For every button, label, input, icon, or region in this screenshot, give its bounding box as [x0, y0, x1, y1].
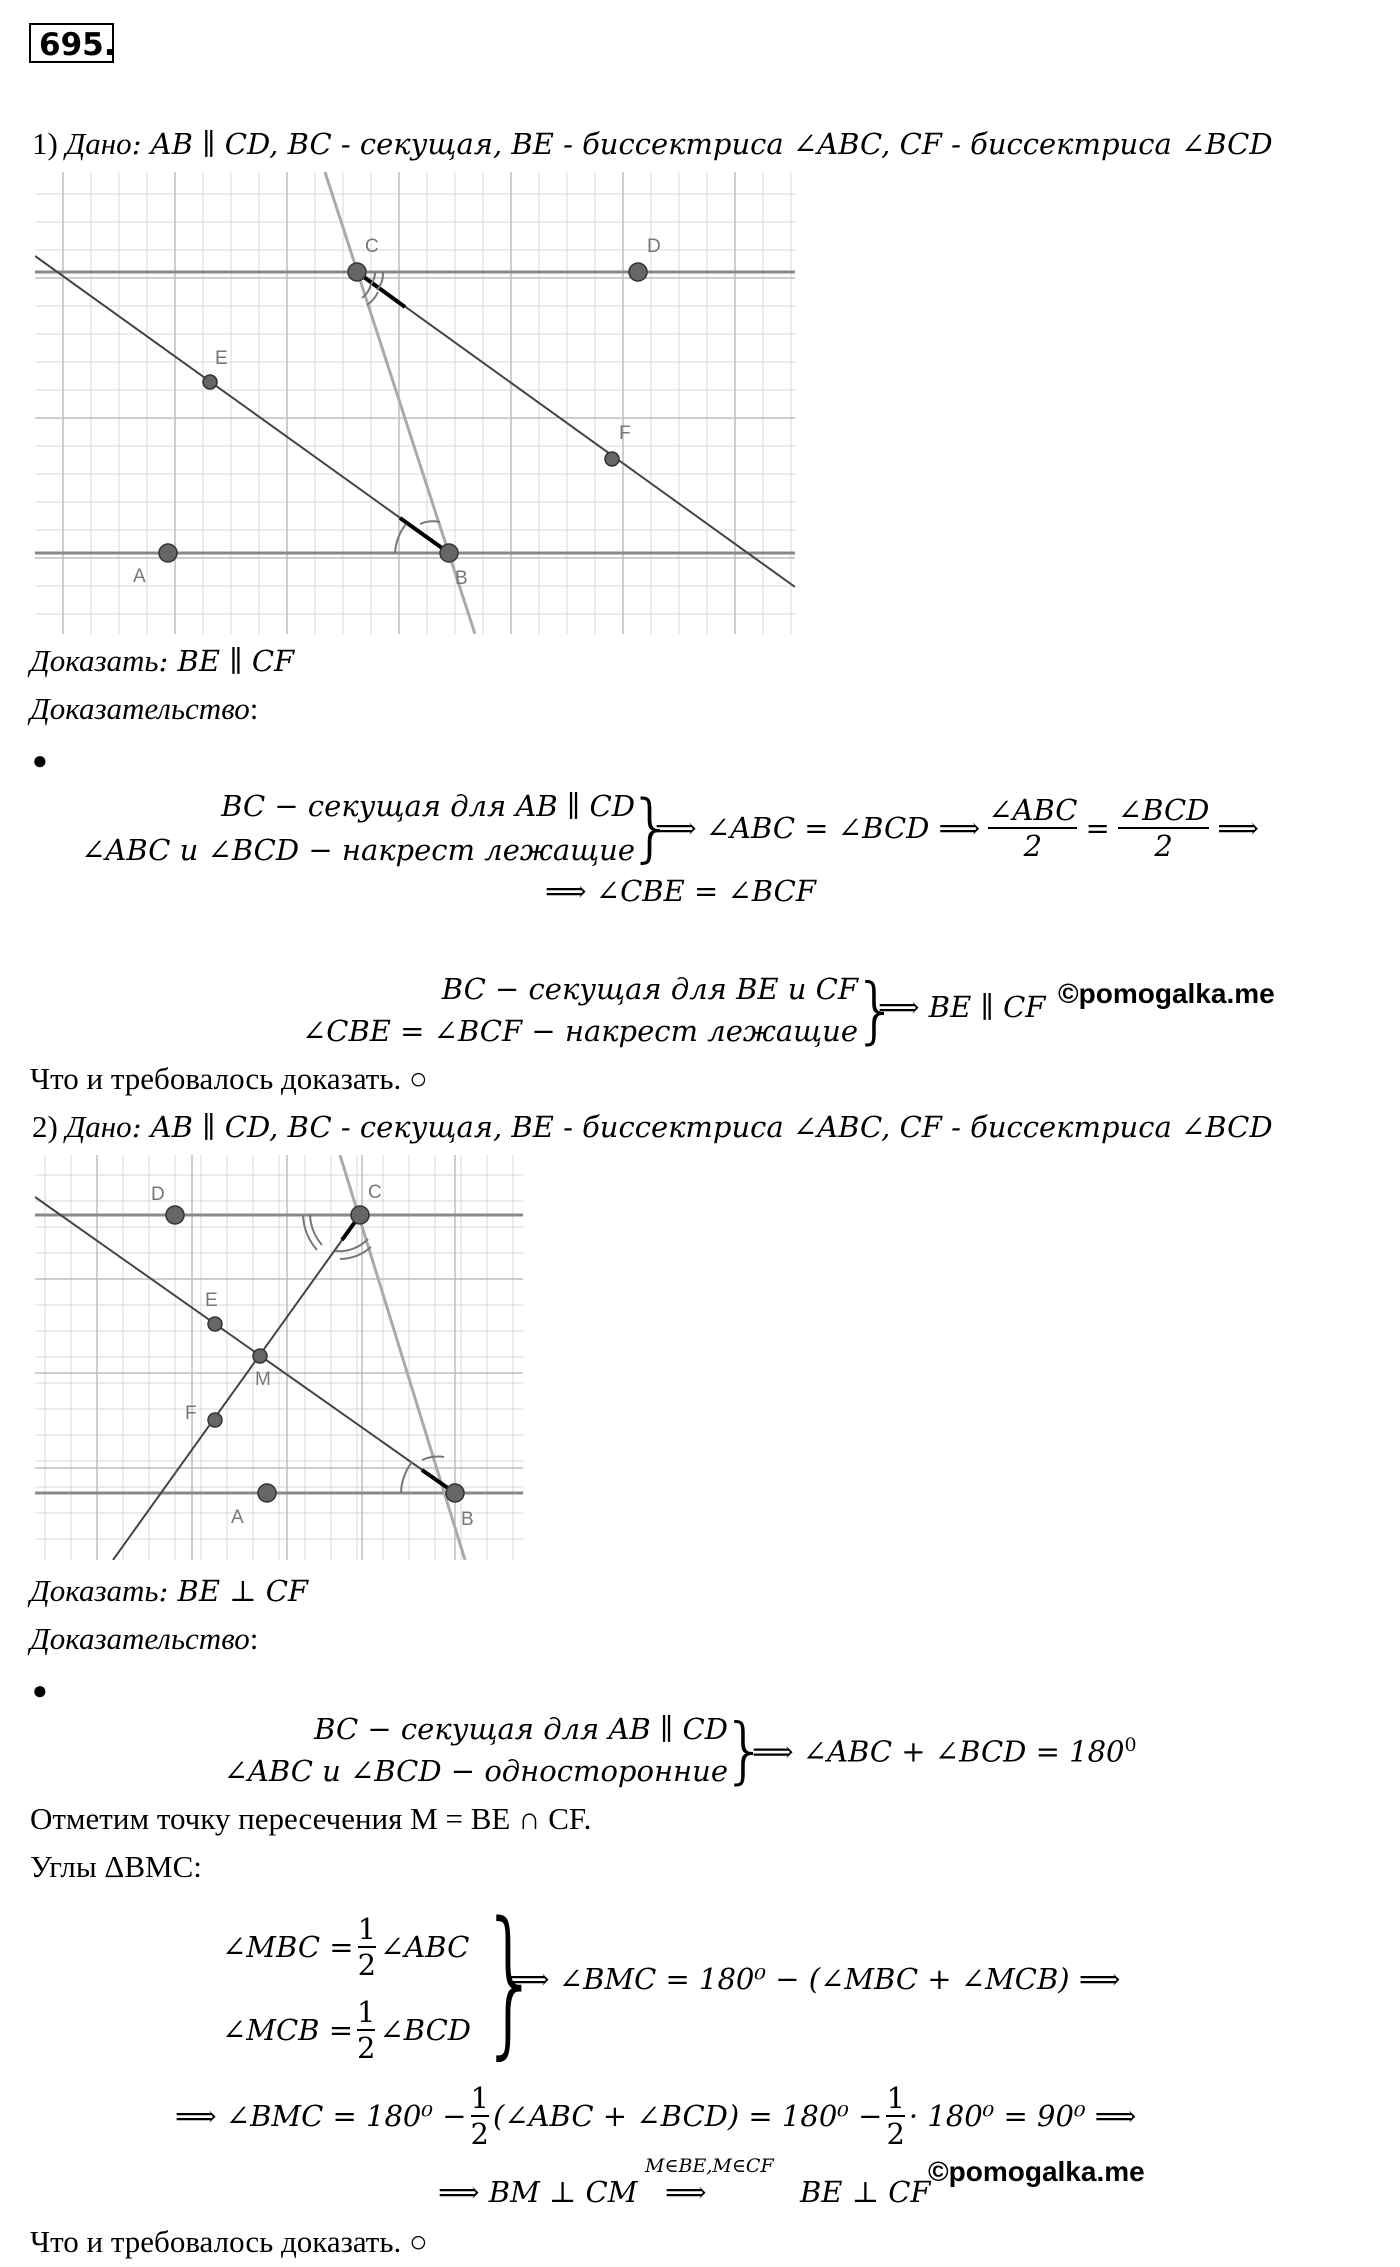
- part2-final-over: M∈BE,M∈CF: [645, 2155, 774, 2177]
- label2-f: F: [185, 1403, 197, 1424]
- part1-block2-line1: BC − секущая для BE и CF: [441, 972, 858, 1006]
- part2-block1-premises: [224, 1708, 728, 1792]
- part2-intersection: [30, 1800, 591, 1838]
- part2-bullet: ●: [32, 1676, 48, 1705]
- part2-intersection-text: Отметим точку пересечения M = BE ∩ CF.: [30, 1801, 592, 1836]
- part1-block1-result: [655, 787, 1259, 869]
- part2-ang2-left: ∠MCB =: [222, 2013, 354, 2047]
- part1-conclusion: Что и требовалось доказать. ○: [30, 1061, 428, 1096]
- part2-ang-result: ⟹ ∠BMC = 180⁰ − (∠MBC + ∠MCB) ⟹: [508, 1962, 1121, 1996]
- part1-prove-text: : BE ∥ CF: [158, 644, 295, 678]
- point-d: [629, 263, 647, 281]
- part2-block1-result: [752, 1734, 1137, 1769]
- part2-calc-frac2-num: 1: [886, 2081, 905, 2115]
- part2-prove: [30, 1572, 308, 1610]
- label2-b: B: [461, 1509, 474, 1530]
- part2-prove-text: : BE ⊥ CF: [158, 1574, 309, 1608]
- part2-index: 2): [32, 1109, 58, 1144]
- part1-proof-label: Доказательство: [30, 691, 250, 726]
- label-d: D: [647, 236, 661, 257]
- label2-e: E: [205, 1290, 218, 1311]
- label-f: F: [619, 423, 631, 444]
- part1-prove-label: Доказать: [30, 643, 159, 678]
- part2-proof-colon: :: [249, 1621, 259, 1656]
- part2-block1-line1: BC − секущая для AB ∥ CD: [314, 1712, 728, 1746]
- point-a: [159, 544, 177, 562]
- part2-ang2-right: ∠BCD: [379, 2013, 472, 2047]
- point-b: [440, 544, 458, 562]
- part1-block2-brace: }: [853, 968, 899, 1052]
- part2-ang1: [222, 1905, 469, 1989]
- part2-given-text: : AB ∥ CD, BC - секущая, BE - биссектриса ∠ABC, CF - биссектриса ∠BCD: [131, 1110, 1273, 1144]
- part2-ang1-left: ∠MBC =: [222, 1930, 354, 1964]
- part2-block1-line2: ∠ABC и ∠BCD − односторонние: [223, 1754, 728, 1788]
- part1-arrow: ⟹: [1217, 811, 1259, 845]
- part1-figure: [35, 172, 795, 634]
- label2-c: C: [368, 1182, 382, 1203]
- part2-proof-heading: [30, 1620, 258, 1658]
- part1-block1-line1: BC − секущая для AB ∥ CD: [221, 789, 635, 823]
- part2-ang-brace: }: [480, 1887, 542, 2074]
- part1-frac2-den: 2: [1154, 829, 1173, 863]
- label-e: E: [215, 348, 228, 369]
- part2-calc-a2: (∠ABC + ∠BCD) = 180⁰ −: [492, 2099, 883, 2133]
- part1-block1-line2: ∠ABC и ∠BCD − накрест лежащие: [81, 833, 635, 867]
- point-f: [605, 452, 619, 466]
- part2-figure: [35, 1155, 523, 1560]
- part1-index: 1): [32, 126, 58, 161]
- part2-block1-result-text: ⟹ ∠ABC + ∠BCD = 180: [752, 1734, 1125, 1769]
- label-b: B: [455, 568, 468, 589]
- point2-c: [351, 1206, 369, 1224]
- part2-ang1-right: ∠ABC: [380, 1930, 470, 1964]
- part1-block2-premises: [302, 968, 858, 1052]
- part2-ang2: [222, 1988, 471, 2072]
- part2-calc-frac1: [471, 2081, 489, 2151]
- part1-proof-colon: :: [249, 691, 259, 726]
- part2-ang1-num: 1: [357, 1912, 377, 1946]
- part1-frac1: [988, 793, 1077, 863]
- part2-angles-title: Углы ΔBMC:: [30, 1849, 202, 1884]
- part1-frac1-num: ∠ABC: [988, 793, 1078, 827]
- part2-proof-label: Доказательство: [30, 1621, 250, 1656]
- label2-a: A: [231, 1507, 244, 1528]
- part1-eq: =: [1085, 811, 1110, 845]
- part2-ang1-frac: [358, 1912, 376, 1982]
- label-a: A: [133, 566, 146, 587]
- part2-final-left: ⟹ BM ⊥ CM: [438, 2175, 638, 2209]
- point2-b: [446, 1484, 464, 1502]
- part1-given-label: Дано: [65, 126, 132, 161]
- part2-final-arrow: ⟹: [665, 2175, 707, 2209]
- point2-d: [166, 1206, 184, 1224]
- part2-ang1-den: 2: [357, 1948, 377, 1982]
- part1-block1-brace: }: [628, 785, 676, 871]
- part2-given: [32, 1108, 1273, 1146]
- part2-ang2-frac: [357, 1995, 375, 2065]
- point2-m: [253, 1349, 267, 1363]
- part2-calc-frac1-num: 1: [470, 2081, 489, 2115]
- part1-block1-result-text: ⟹ ∠ABC = ∠BCD ⟹: [655, 811, 981, 845]
- part2-calc-frac2: [886, 2081, 904, 2151]
- part2-prove-label: Доказать: [30, 1573, 159, 1608]
- part2-ang2-den: 2: [357, 2031, 376, 2065]
- label-c: C: [365, 236, 379, 257]
- part1-proof-heading: [30, 690, 258, 728]
- part1-prove: [30, 642, 294, 680]
- part1-frac1-den: 2: [1023, 829, 1043, 863]
- part1-block1-premises: [81, 784, 635, 872]
- line-cf: [357, 272, 795, 587]
- part1-block1-line3: ⟹ ∠CBE = ∠BCF: [545, 874, 816, 908]
- part2-calc-frac1-den: 2: [470, 2117, 489, 2151]
- part2-block1-brace: }: [722, 1708, 768, 1792]
- part2-calc-line: [175, 2074, 1136, 2158]
- part1-bullet: ●: [32, 746, 48, 775]
- part2-calc-frac2-den: 2: [886, 2117, 905, 2151]
- problem-number: 695.: [29, 23, 114, 63]
- part1-watermark: ©pomogalka.me: [1058, 978, 1275, 1009]
- point-e: [203, 375, 217, 389]
- line-be: [35, 256, 449, 553]
- point-c: [348, 263, 366, 281]
- part1-given-text: : AB ∥ CD, BC - секущая, BE - биссектриса ∠ABC, CF - биссектриса ∠BCD: [131, 127, 1273, 161]
- part2-watermark: ©pomogalka.me: [928, 2156, 1145, 2187]
- part1-frac2: [1118, 793, 1210, 863]
- point2-a: [258, 1484, 276, 1502]
- part2-conclusion: Что и требовалось доказать. ○: [30, 2224, 428, 2259]
- part1-block2-result: ⟹ BE ∥ CF: [878, 990, 1046, 1024]
- label2-m: M: [255, 1369, 271, 1390]
- part1-frac2-num: ∠BCD: [1117, 793, 1210, 827]
- part2-final-right: BE ⊥ CF: [800, 2175, 931, 2209]
- line2-be: [35, 1197, 455, 1493]
- part1-block2-line2: ∠CBE = ∠BCF − накрест лежащие: [301, 1014, 858, 1048]
- label2-d: D: [151, 1184, 165, 1205]
- part1-given: [32, 125, 1273, 163]
- line-bc: [325, 172, 475, 634]
- point2-f: [208, 1413, 222, 1427]
- part2-calc-a1: ⟹ ∠BMC = 180⁰ −: [175, 2099, 467, 2133]
- part2-given-label: Дано: [65, 1109, 132, 1144]
- part2-ang2-num: 1: [357, 1995, 376, 2029]
- part2-block1-sup: 0: [1124, 1734, 1137, 1756]
- point2-e: [208, 1317, 222, 1331]
- part2-calc-a3: · 180⁰ = 90⁰ ⟹: [908, 2099, 1137, 2133]
